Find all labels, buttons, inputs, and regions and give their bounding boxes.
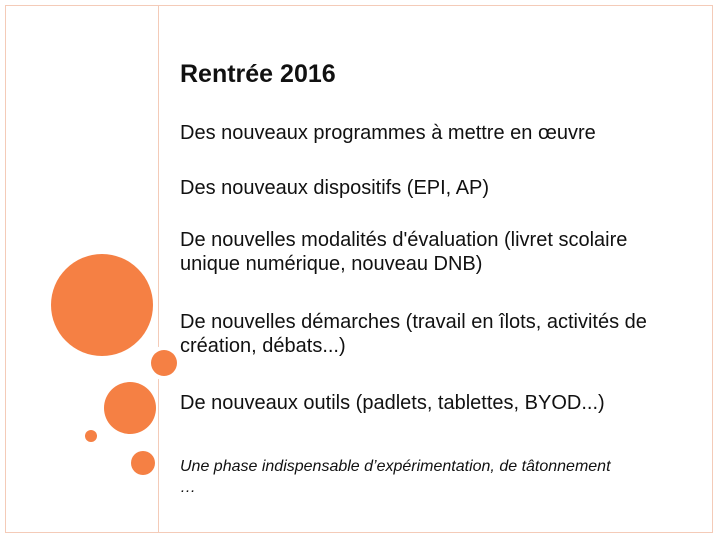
bullet-item-demarches: De nouvelles démarches (travail en îlots, activités de création, débats...) <box>180 311 647 357</box>
bullet-item-dispositifs: Des nouveaux dispositifs (EPI, AP) <box>180 177 490 199</box>
decorative-circle-mid-large <box>104 382 156 434</box>
bullet-item-evaluation: De nouvelles modalités d'évaluation (livret scolaire unique numérique, nouveau DNB) <box>180 229 628 275</box>
decorative-circle-medium <box>151 350 177 376</box>
bullet-item-outils: De nouveaux outils (padlets, tablettes, BYOD...) <box>180 392 605 414</box>
decorative-circle-large <box>51 254 153 356</box>
italic-note: Une phase indispensable d’expérimentation, de tâtonnement … <box>180 458 611 496</box>
decorative-circle-small <box>131 451 155 475</box>
vertical-divider <box>158 5 159 533</box>
bullet-item-programmes: Des nouveaux programmes à mettre en œuvre <box>180 122 596 144</box>
decorative-circle-tiny <box>85 430 97 442</box>
slide-title: Rentrée 2016 <box>180 60 336 88</box>
